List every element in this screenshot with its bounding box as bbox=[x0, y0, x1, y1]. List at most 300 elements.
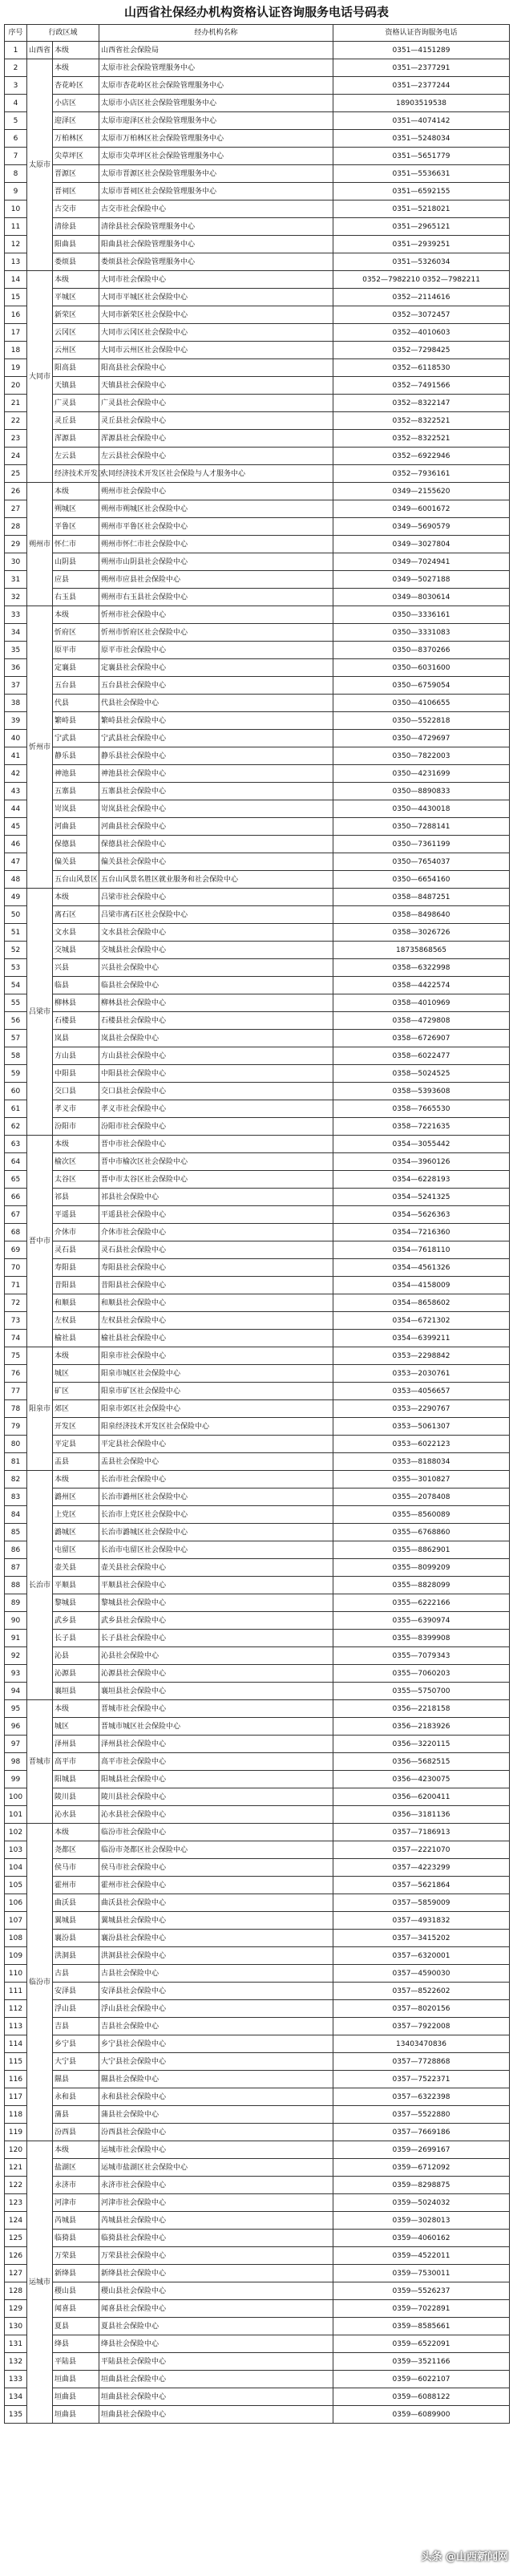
row-number: 84 bbox=[5, 1506, 27, 1524]
agency-name-cell: 兴县社会保险中心 bbox=[99, 959, 333, 977]
row-number: 26 bbox=[5, 483, 27, 500]
agency-name-cell: 灵石县社会保险中心 bbox=[99, 1241, 333, 1259]
table-row bbox=[5, 1753, 510, 1771]
phone-cell: 0351—2377244 bbox=[333, 77, 510, 95]
agency-name-cell: 绛县社会保险中心 bbox=[99, 2335, 333, 2353]
row-number: 118 bbox=[5, 2106, 27, 2124]
table-row bbox=[5, 889, 510, 906]
table-row bbox=[5, 1118, 510, 1136]
table-row bbox=[5, 589, 510, 606]
agency-name-cell: 灵丘县社会保险中心 bbox=[99, 412, 333, 430]
region-cell: 长治市 bbox=[27, 1471, 53, 1700]
district-cell: 洪洞县 bbox=[53, 1947, 99, 1965]
table-row bbox=[5, 2053, 510, 2071]
table-row bbox=[5, 412, 510, 430]
row-number: 25 bbox=[5, 465, 27, 483]
district-cell: 祁县 bbox=[53, 1189, 99, 1206]
agency-name-cell: 榆社县社会保险中心 bbox=[99, 1330, 333, 1347]
phone-cell: 0351—2965121 bbox=[333, 218, 510, 236]
district-cell: 昔阳县 bbox=[53, 1277, 99, 1294]
region-cell: 运城市 bbox=[27, 2141, 53, 2424]
agency-name-cell: 孝义市社会保险中心 bbox=[99, 1100, 333, 1118]
agency-name-cell: 汾西县社会保险中心 bbox=[99, 2124, 333, 2141]
row-number: 27 bbox=[5, 500, 27, 518]
table-row bbox=[5, 624, 510, 642]
phone-cell: 0358—4010969 bbox=[333, 994, 510, 1012]
table-row bbox=[5, 200, 510, 218]
row-number: 2 bbox=[5, 59, 27, 77]
row-number: 111 bbox=[5, 1983, 27, 2000]
phone-cell: 0352—7982210 0352—7982211 bbox=[333, 271, 510, 289]
agency-name-cell: 运城市社会保险中心 bbox=[99, 2141, 333, 2159]
phone-cell: 0350—6031600 bbox=[333, 659, 510, 677]
row-number: 124 bbox=[5, 2212, 27, 2230]
region-cell: 太原市 bbox=[27, 59, 53, 271]
row-number: 97 bbox=[5, 1736, 27, 1753]
table-row bbox=[5, 395, 510, 412]
row-number: 109 bbox=[5, 1947, 27, 1965]
region-cell: 朔州市 bbox=[27, 483, 53, 606]
row-number: 43 bbox=[5, 783, 27, 800]
row-number: 14 bbox=[5, 271, 27, 289]
agency-name-cell: 永和县社会保险中心 bbox=[99, 2088, 333, 2106]
row-number: 106 bbox=[5, 1894, 27, 1912]
table-row bbox=[5, 1471, 510, 1488]
phone-cell: 0355—6390974 bbox=[333, 1612, 510, 1630]
agency-name-cell: 大同市云冈区社会保险中心 bbox=[99, 324, 333, 342]
row-number: 46 bbox=[5, 836, 27, 853]
phone-cell: 0349—5690579 bbox=[333, 518, 510, 536]
region-cell: 吕梁市 bbox=[27, 889, 53, 1136]
phone-cell: 0349—3027804 bbox=[333, 536, 510, 553]
agency-name-cell: 方山县社会保险中心 bbox=[99, 1047, 333, 1065]
table-row bbox=[5, 236, 510, 253]
district-cell: 吉县 bbox=[53, 2018, 99, 2035]
phone-cell: 0357—7522371 bbox=[333, 2071, 510, 2088]
row-number: 12 bbox=[5, 236, 27, 253]
region-cell: 忻州市 bbox=[27, 606, 53, 889]
table-row bbox=[5, 1330, 510, 1347]
table-row bbox=[5, 183, 510, 200]
table-row bbox=[5, 853, 510, 871]
district-cell: 浮山县 bbox=[53, 2000, 99, 2018]
district-cell: 灵石县 bbox=[53, 1241, 99, 1259]
table-row bbox=[5, 59, 510, 77]
row-number: 44 bbox=[5, 800, 27, 818]
table-row bbox=[5, 747, 510, 765]
region-cell: 晋城市 bbox=[27, 1700, 53, 1824]
row-number: 72 bbox=[5, 1294, 27, 1312]
phone-cell: 0350—6759054 bbox=[333, 677, 510, 695]
phone-cell: 0357—2221070 bbox=[333, 1841, 510, 1859]
table-row bbox=[5, 695, 510, 712]
table-row bbox=[5, 1859, 510, 1877]
table-row bbox=[5, 783, 510, 800]
table-row bbox=[5, 1612, 510, 1630]
district-cell: 忻府区 bbox=[53, 624, 99, 642]
row-number: 100 bbox=[5, 1788, 27, 1806]
row-number: 17 bbox=[5, 324, 27, 342]
row-number: 50 bbox=[5, 906, 27, 924]
row-number: 103 bbox=[5, 1841, 27, 1859]
agency-name-cell: 祁县社会保险中心 bbox=[99, 1189, 333, 1206]
district-cell: 潞城区 bbox=[53, 1524, 99, 1541]
agency-name-cell: 沁县社会保险中心 bbox=[99, 1647, 333, 1665]
agency-name-cell: 大宁县社会保险中心 bbox=[99, 2053, 333, 2071]
table-row bbox=[5, 1206, 510, 1224]
agency-name-cell: 汾阳市社会保险中心 bbox=[99, 1118, 333, 1136]
agency-name-cell: 河津市社会保险中心 bbox=[99, 2194, 333, 2212]
district-cell: 高平市 bbox=[53, 1753, 99, 1771]
agency-name-cell: 芮城县社会保险中心 bbox=[99, 2212, 333, 2230]
phone-cell: 0357—7669186 bbox=[333, 2124, 510, 2141]
row-number: 13 bbox=[5, 253, 27, 271]
district-cell: 垣曲县 bbox=[53, 2406, 99, 2424]
district-cell: 古县 bbox=[53, 1965, 99, 1983]
row-number: 54 bbox=[5, 977, 27, 994]
table-row bbox=[5, 1347, 510, 1365]
agency-name-cell: 侯马市社会保险中心 bbox=[99, 1859, 333, 1877]
agency-name-cell: 柳林县社会保险中心 bbox=[99, 994, 333, 1012]
district-cell: 杏花岭区 bbox=[53, 77, 99, 95]
phone-cell: 0357—4590030 bbox=[333, 1965, 510, 1983]
district-cell: 郊区 bbox=[53, 1400, 99, 1418]
table-row bbox=[5, 1083, 510, 1100]
row-number: 31 bbox=[5, 571, 27, 589]
table-row bbox=[5, 2018, 510, 2035]
row-number: 47 bbox=[5, 853, 27, 871]
agency-name-cell: 陵川县社会保险中心 bbox=[99, 1788, 333, 1806]
agency-name-cell: 朔州市平鲁区社会保险中心 bbox=[99, 518, 333, 536]
phone-cell: 0356—3220115 bbox=[333, 1736, 510, 1753]
table-row bbox=[5, 571, 510, 589]
district-cell: 盂县 bbox=[53, 1453, 99, 1471]
row-number: 20 bbox=[5, 377, 27, 395]
agency-name-cell: 垣曲县社会保险中心 bbox=[99, 2406, 333, 2424]
row-number: 125 bbox=[5, 2230, 27, 2247]
phone-cell: 0352—7298425 bbox=[333, 342, 510, 359]
agency-name-cell: 阳泉市矿区社会保险中心 bbox=[99, 1383, 333, 1400]
row-number: 49 bbox=[5, 889, 27, 906]
table-row bbox=[5, 2194, 510, 2212]
agency-name-cell: 洪洞县社会保险中心 bbox=[99, 1947, 333, 1965]
row-number: 36 bbox=[5, 659, 27, 677]
phone-cell: 0356—5682515 bbox=[333, 1753, 510, 1771]
row-number: 132 bbox=[5, 2353, 27, 2371]
table-row bbox=[5, 2353, 510, 2371]
agency-name-cell: 沁水县社会保险中心 bbox=[99, 1806, 333, 1824]
agency-name-cell: 天镇县社会保险中心 bbox=[99, 377, 333, 395]
row-number: 34 bbox=[5, 624, 27, 642]
phone-cell: 0354—5241325 bbox=[333, 1189, 510, 1206]
phone-cell: 0356—2183926 bbox=[333, 1718, 510, 1736]
district-cell: 兴县 bbox=[53, 959, 99, 977]
district-cell: 平顺县 bbox=[53, 1577, 99, 1594]
district-cell: 芮城县 bbox=[53, 2212, 99, 2230]
table-row bbox=[5, 1171, 510, 1189]
phone-cell: 0353—2298842 bbox=[333, 1347, 510, 1365]
row-number: 80 bbox=[5, 1436, 27, 1453]
agency-name-cell: 闻喜县社会保险中心 bbox=[99, 2300, 333, 2318]
district-cell: 宁武县 bbox=[53, 730, 99, 747]
watermark: 头条 @山西新闻网 bbox=[421, 2551, 508, 2563]
phone-cell: 0359—6089900 bbox=[333, 2406, 510, 2424]
phone-cell: 0350—5522818 bbox=[333, 712, 510, 730]
district-cell: 新绛县 bbox=[53, 2265, 99, 2282]
district-cell: 浑源县 bbox=[53, 430, 99, 448]
table-row bbox=[5, 1453, 510, 1471]
row-number: 121 bbox=[5, 2159, 27, 2177]
phone-cell: 0350—4106655 bbox=[333, 695, 510, 712]
table-row bbox=[5, 1189, 510, 1206]
row-number: 131 bbox=[5, 2335, 27, 2353]
row-number: 102 bbox=[5, 1824, 27, 1841]
region-cell: 山西省 bbox=[27, 42, 53, 59]
agency-name-cell: 阳泉市郊区社会保险中心 bbox=[99, 1400, 333, 1418]
district-cell: 本级 bbox=[53, 1700, 99, 1718]
district-cell: 万柏林区 bbox=[53, 130, 99, 148]
agency-name-cell: 五台县社会保险中心 bbox=[99, 677, 333, 695]
district-cell: 阳曲县 bbox=[53, 236, 99, 253]
row-number: 15 bbox=[5, 289, 27, 306]
phone-cell: 0357—7186913 bbox=[333, 1824, 510, 1841]
row-number: 74 bbox=[5, 1330, 27, 1347]
phone-cell: 0352—2114616 bbox=[333, 289, 510, 306]
district-cell: 柳林县 bbox=[53, 994, 99, 1012]
phone-cell: 0357—3415202 bbox=[333, 1930, 510, 1947]
agency-name-cell: 晋城市社会保险中心 bbox=[99, 1700, 333, 1718]
agency-name-cell: 大同市社会保险中心 bbox=[99, 271, 333, 289]
row-number: 95 bbox=[5, 1700, 27, 1718]
agency-name-cell: 临县社会保险中心 bbox=[99, 977, 333, 994]
row-number: 58 bbox=[5, 1047, 27, 1065]
district-cell: 安泽县 bbox=[53, 1983, 99, 2000]
row-number: 108 bbox=[5, 1930, 27, 1947]
phone-cell: 0358—8487251 bbox=[333, 889, 510, 906]
district-cell: 万荣县 bbox=[53, 2247, 99, 2265]
table-row bbox=[5, 1806, 510, 1824]
agency-name-cell: 原平市社会保险中心 bbox=[99, 642, 333, 659]
agency-name-cell: 平遥县社会保险中心 bbox=[99, 1206, 333, 1224]
phone-cell: 0350—7654037 bbox=[333, 853, 510, 871]
agency-name-cell: 垣曲县社会保险中心 bbox=[99, 2388, 333, 2406]
phone-cell: 0359—3028013 bbox=[333, 2212, 510, 2230]
district-cell: 原平市 bbox=[53, 642, 99, 659]
district-cell: 侯马市 bbox=[53, 1859, 99, 1877]
agency-name-cell: 曲沃县社会保险中心 bbox=[99, 1894, 333, 1912]
district-cell: 本级 bbox=[53, 2141, 99, 2159]
phone-cell: 0355—8828099 bbox=[333, 1577, 510, 1594]
district-cell: 神池县 bbox=[53, 765, 99, 783]
agency-name-cell: 阳泉市城区社会保险中心 bbox=[99, 1365, 333, 1383]
phone-cell: 0349—2155620 bbox=[333, 483, 510, 500]
district-cell: 蒲县 bbox=[53, 2106, 99, 2124]
agency-name-cell: 稷山县社会保险中心 bbox=[99, 2282, 333, 2300]
phone-cell: 0355—8399908 bbox=[333, 1630, 510, 1647]
agency-name-cell: 太原市晋祠区社会保险管理服务中心 bbox=[99, 183, 333, 200]
table-row bbox=[5, 765, 510, 783]
header-phone: 资格认证咨询服务电话 bbox=[333, 25, 510, 42]
district-cell: 五寨县 bbox=[53, 783, 99, 800]
region-cell: 阳泉市 bbox=[27, 1347, 53, 1471]
district-cell: 平定县 bbox=[53, 1436, 99, 1453]
phone-cell: 0355—3010827 bbox=[333, 1471, 510, 1488]
row-number: 61 bbox=[5, 1100, 27, 1118]
table-row bbox=[5, 430, 510, 448]
phone-cell: 0354—4561326 bbox=[333, 1259, 510, 1277]
phone-cell: 13403470836 bbox=[333, 2035, 510, 2053]
table-row bbox=[5, 500, 510, 518]
phone-cell: 0350—4231699 bbox=[333, 765, 510, 783]
district-cell: 小店区 bbox=[53, 95, 99, 112]
district-cell: 方山县 bbox=[53, 1047, 99, 1065]
agency-name-cell: 朔州市应县社会保险中心 bbox=[99, 571, 333, 589]
district-cell: 新荣区 bbox=[53, 306, 99, 324]
phone-cell: 0351—4151289 bbox=[333, 42, 510, 59]
phone-cell: 0357—7728868 bbox=[333, 2053, 510, 2071]
row-number: 107 bbox=[5, 1912, 27, 1930]
row-number: 59 bbox=[5, 1065, 27, 1083]
row-number: 86 bbox=[5, 1541, 27, 1559]
district-cell: 汾西县 bbox=[53, 2124, 99, 2141]
table-row bbox=[5, 906, 510, 924]
table-row bbox=[5, 2406, 510, 2424]
agency-name-cell: 太原市万柏林区社会保险管理服务中心 bbox=[99, 130, 333, 148]
district-cell: 寿阳县 bbox=[53, 1259, 99, 1277]
district-cell: 长子县 bbox=[53, 1630, 99, 1647]
table-row bbox=[5, 659, 510, 677]
phone-cell: 0357—5621864 bbox=[333, 1877, 510, 1894]
agency-name-cell: 昔阳县社会保险中心 bbox=[99, 1277, 333, 1294]
table-row bbox=[5, 1065, 510, 1083]
district-cell: 本级 bbox=[53, 1136, 99, 1153]
agency-name-cell: 霍州市社会保险中心 bbox=[99, 1877, 333, 1894]
agency-name-cell: 朔州市怀仁市社会保险中心 bbox=[99, 536, 333, 553]
table-row bbox=[5, 2035, 510, 2053]
row-number: 3 bbox=[5, 77, 27, 95]
district-cell: 中阳县 bbox=[53, 1065, 99, 1083]
row-number: 135 bbox=[5, 2406, 27, 2424]
phone-cell: 0352—7936161 bbox=[333, 465, 510, 483]
district-cell: 本级 bbox=[53, 1347, 99, 1365]
row-number: 32 bbox=[5, 589, 27, 606]
agency-name-cell: 长治市潞州区社会保险中心 bbox=[99, 1488, 333, 1506]
phone-cell: 0354—4158009 bbox=[333, 1277, 510, 1294]
phone-cell: 0352—7491566 bbox=[333, 377, 510, 395]
agency-name-cell: 保德县社会保险中心 bbox=[99, 836, 333, 853]
agency-name-cell: 朔州市朔城区社会保险中心 bbox=[99, 500, 333, 518]
table-row bbox=[5, 1153, 510, 1171]
phone-cell: 0354—3055442 bbox=[333, 1136, 510, 1153]
district-cell: 绛县 bbox=[53, 2335, 99, 2353]
phone-cell: 0354—7618110 bbox=[333, 1241, 510, 1259]
agency-name-cell: 襄垣县社会保险中心 bbox=[99, 1683, 333, 1700]
phone-cell: 0358—6022477 bbox=[333, 1047, 510, 1065]
phone-cell: 0353—4056657 bbox=[333, 1383, 510, 1400]
district-cell: 矿区 bbox=[53, 1383, 99, 1400]
table-row bbox=[5, 1718, 510, 1736]
phone-cell: 0359—4522011 bbox=[333, 2247, 510, 2265]
district-cell: 陵川县 bbox=[53, 1788, 99, 1806]
agency-name-cell: 盂县社会保险中心 bbox=[99, 1453, 333, 1471]
agency-name-cell: 吕梁市离石区社会保险中心 bbox=[99, 906, 333, 924]
row-number: 129 bbox=[5, 2300, 27, 2318]
table-row bbox=[5, 518, 510, 536]
table-row bbox=[5, 1224, 510, 1241]
row-number: 23 bbox=[5, 430, 27, 448]
agency-name-cell: 万荣县社会保险中心 bbox=[99, 2247, 333, 2265]
district-cell: 临猗县 bbox=[53, 2230, 99, 2247]
agency-name-cell: 泽州县社会保险中心 bbox=[99, 1736, 333, 1753]
table-row bbox=[5, 1400, 510, 1418]
district-cell: 保德县 bbox=[53, 836, 99, 853]
district-cell: 定襄县 bbox=[53, 659, 99, 677]
header-name: 经办机构名称 bbox=[99, 25, 333, 42]
table-row bbox=[5, 924, 510, 942]
agency-name-cell: 太原市尖草坪区社会保险管理服务中心 bbox=[99, 148, 333, 165]
table-row bbox=[5, 271, 510, 289]
row-number: 1 bbox=[5, 42, 27, 59]
table-row bbox=[5, 1277, 510, 1294]
phone-cell: 0357—8020156 bbox=[333, 2000, 510, 2018]
phone-cell: 0355—5750700 bbox=[333, 1683, 510, 1700]
row-number: 73 bbox=[5, 1312, 27, 1330]
phone-cell: 0354—6721302 bbox=[333, 1312, 510, 1330]
phone-cell: 0349—5027188 bbox=[333, 571, 510, 589]
table-row bbox=[5, 677, 510, 695]
district-cell: 云州区 bbox=[53, 342, 99, 359]
agency-name-cell: 娄烦县社会保险管理服务中心 bbox=[99, 253, 333, 271]
table-row bbox=[5, 1930, 510, 1947]
row-number: 8 bbox=[5, 165, 27, 183]
service-phone-table bbox=[4, 24, 510, 2424]
document-title: 山西省社保经办机构资格认证咨询服务电话号码表 bbox=[123, 5, 389, 19]
table-row bbox=[5, 306, 510, 324]
phone-cell: 0359—6522091 bbox=[333, 2335, 510, 2353]
district-cell: 泽州县 bbox=[53, 1736, 99, 1753]
phone-cell: 0351—5536631 bbox=[333, 165, 510, 183]
agency-name-cell: 阳泉市社会保险中心 bbox=[99, 1347, 333, 1365]
agency-name-cell: 交口县社会保险中心 bbox=[99, 1083, 333, 1100]
district-cell: 城区 bbox=[53, 1718, 99, 1736]
table-row bbox=[5, 942, 510, 959]
row-number: 57 bbox=[5, 1030, 27, 1047]
row-number: 62 bbox=[5, 1118, 27, 1136]
row-number: 117 bbox=[5, 2088, 27, 2106]
district-cell: 屯留区 bbox=[53, 1541, 99, 1559]
table-row bbox=[5, 1488, 510, 1506]
agency-name-cell: 晋中市社会保险中心 bbox=[99, 1136, 333, 1153]
table-row bbox=[5, 1824, 510, 1841]
table-row bbox=[5, 977, 510, 994]
phone-cell: 0350—3336161 bbox=[333, 606, 510, 624]
phone-cell: 0350—7361199 bbox=[333, 836, 510, 853]
row-number: 114 bbox=[5, 2035, 27, 2053]
agency-name-cell: 寿阳县社会保险中心 bbox=[99, 1259, 333, 1277]
district-cell: 山阴县 bbox=[53, 553, 99, 571]
agency-name-cell: 阳城县社会保险中心 bbox=[99, 1771, 333, 1788]
table-row bbox=[5, 77, 510, 95]
district-cell: 汾阳市 bbox=[53, 1118, 99, 1136]
table-row bbox=[5, 324, 510, 342]
district-cell: 平陆县 bbox=[53, 2353, 99, 2371]
agency-name-cell: 大同经济技术开发区社会保险与人才服务中心 bbox=[99, 465, 333, 483]
table-row bbox=[5, 130, 510, 148]
row-number: 93 bbox=[5, 1665, 27, 1683]
table-row bbox=[5, 2230, 510, 2247]
agency-name-cell: 长治市社会保险中心 bbox=[99, 1471, 333, 1488]
table-row bbox=[5, 959, 510, 977]
